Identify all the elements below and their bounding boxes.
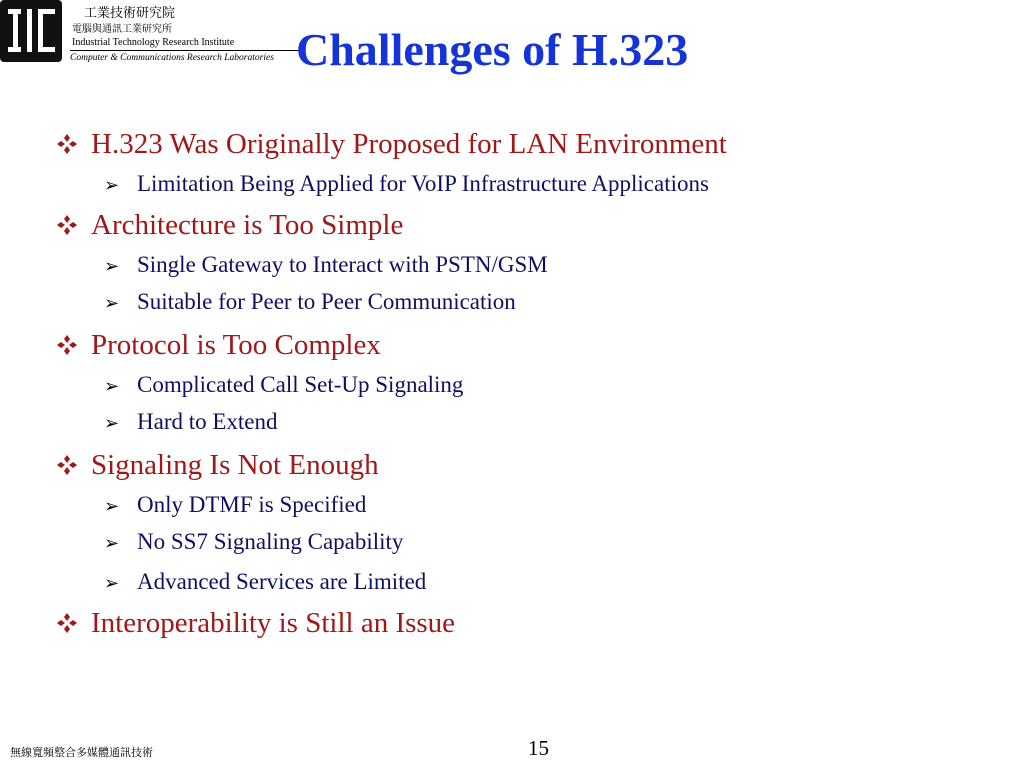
diamond-bullet-icon — [56, 606, 91, 640]
sub-bullet-text: Only DTMF is Specified — [137, 492, 367, 517]
itri-logo-icon — [0, 0, 62, 62]
diamond-bullet-icon — [56, 127, 91, 161]
header-divider — [70, 50, 300, 51]
arrowhead-bullet-icon: ➢ — [104, 175, 120, 196]
arrowhead-bullet-icon: ➢ — [104, 293, 120, 314]
arrowhead-bullet-icon: ➢ — [104, 533, 120, 554]
bullet-text: H.323 Was Originally Proposed for LAN Environment — [91, 128, 727, 160]
arrowhead-bullet-icon: ➢ — [104, 573, 120, 594]
diamond-bullet-icon — [56, 448, 91, 482]
org-name-en: Industrial Technology Research Institute — [72, 37, 235, 48]
org-name-zh: 工業技術研究院 — [84, 6, 176, 21]
bullet-text: Signaling Is Not Enough — [91, 449, 379, 481]
arrowhead-bullet-icon: ➢ — [104, 256, 120, 277]
sub-bullet-text: Advanced Services are Limited — [137, 569, 427, 594]
bullet-item — [56, 606, 455, 640]
page-number: 15 — [528, 736, 549, 760]
bullet-item — [56, 208, 403, 242]
diamond-bullet-icon — [56, 328, 91, 362]
bullet-text: Architecture is Too Simple — [91, 209, 404, 241]
sub-bullet-item — [104, 170, 709, 200]
sub-bullet-item — [104, 491, 366, 521]
sub-bullet-text: No SS7 Signaling Capability — [137, 529, 404, 554]
org-sub-zh: 電腦與通訊工業研究所 — [72, 24, 172, 35]
course-title-footer: 無線寬頻整合多媒體通訊技術 — [10, 746, 153, 759]
sub-bullet-text: Limitation Being Applied for VoIP Infrastructure Applications — [137, 171, 709, 196]
sub-bullet-item — [104, 408, 278, 438]
sub-bullet-item — [104, 528, 403, 558]
arrowhead-bullet-icon: ➢ — [104, 376, 120, 397]
sub-bullet-item — [104, 568, 426, 598]
diamond-bullet-icon — [56, 208, 91, 242]
slide-title: Challenges of H.323 — [296, 24, 689, 75]
bullet-text: Interoperability is Still an Issue — [91, 607, 456, 639]
arrowhead-bullet-icon: ➢ — [104, 496, 120, 517]
bullet-item — [56, 448, 379, 482]
org-lab-en: Computer & Communications Research Laboratories — [70, 53, 274, 63]
sub-bullet-item — [104, 288, 516, 318]
arrowhead-bullet-icon: ➢ — [104, 413, 120, 434]
sub-bullet-text: Hard to Extend — [137, 409, 278, 434]
sub-bullet-text: Complicated Call Set-Up Signaling — [137, 372, 464, 397]
sub-bullet-text: Suitable for Peer to Peer Communication — [137, 289, 516, 314]
sub-bullet-text: Single Gateway to Interact with PSTN/GSM — [137, 252, 548, 277]
bullet-item — [56, 328, 381, 362]
sub-bullet-item — [104, 251, 548, 281]
bullet-item — [56, 127, 727, 161]
bullet-text: Protocol is Too Complex — [91, 329, 381, 361]
sub-bullet-item — [104, 371, 463, 401]
